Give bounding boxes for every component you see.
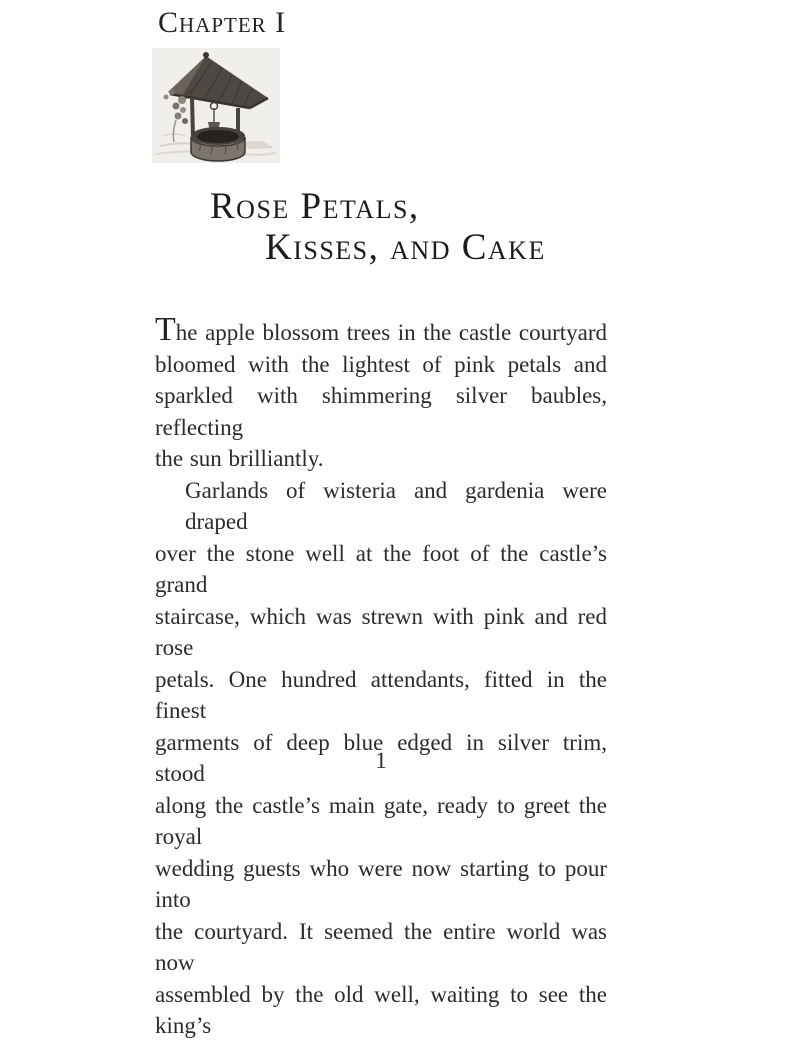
- body-text: [155, 311, 607, 1042]
- chapter-title-line1: Rose Petals,: [210, 186, 420, 227]
- chapter-heading: Chapter I: [158, 6, 287, 39]
- text-line: staircase, which was strewn with pink and red rose: [155, 603, 607, 660]
- chapter-title: [210, 186, 546, 268]
- text-line: garments of deep blue edged in silver trim, stood: [155, 729, 607, 786]
- text-line: bloomed with the lightest of pink petals and: [155, 351, 607, 377]
- chapter-title-line2: Kisses, and Cake: [265, 227, 546, 268]
- wishing-well-icon: [152, 48, 280, 163]
- text-line: [155, 311, 607, 349]
- text-line: the courtyard. It seemed the entire world was now: [155, 918, 607, 975]
- text-line: assembled by the old well, waiting to see the king’s: [155, 981, 607, 1038]
- text-line: Garlands of wisteria and gardenia were draped: [185, 477, 607, 534]
- text-line: wedding guests who were now starting to pour into: [155, 855, 607, 912]
- text-line: the sun brilliantly.: [155, 446, 324, 471]
- paragraph-1: [155, 311, 607, 475]
- text-line-content: he apple blossom trees in the castle courtyard: [175, 320, 607, 345]
- text-line: over the stone well at the foot of the castle’s grand: [155, 540, 607, 597]
- drop-cap: T: [155, 311, 176, 348]
- text-line: sparkled with shimmering silver baubles, reflecting: [155, 383, 607, 440]
- text-line: along the castle’s main gate, ready to greet the royal: [155, 792, 607, 849]
- text-line: petals. One hundred attendants, fitted in the finest: [155, 666, 607, 723]
- page-number: 1: [375, 748, 387, 773]
- wishing-well-illustration: [152, 48, 280, 163]
